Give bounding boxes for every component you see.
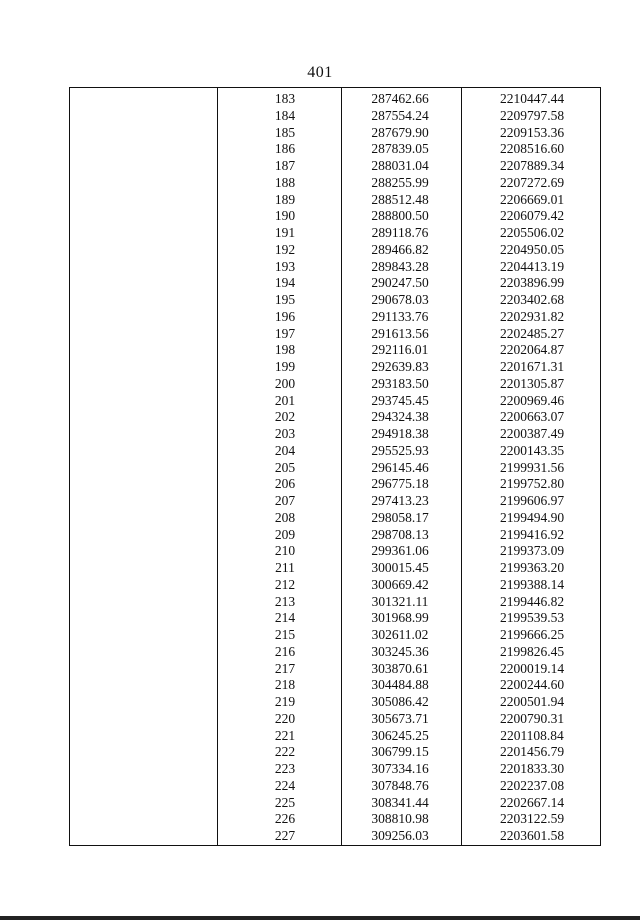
y-coordinate-cell: 2203601.58 [499,828,565,843]
y-coordinate-cell: 2200969.46 [499,392,565,408]
x-coordinate-cell: 294324.38 [371,409,429,425]
x-coordinate-cell: 289118.76 [371,225,429,240]
x-coordinate-cell: 301321.11 [371,593,429,609]
table-row [70,326,600,343]
y-coordinate-cell: 2206669.01 [499,191,565,207]
point-number-cell: 188 [274,174,296,190]
table-row [70,811,600,828]
table-row [70,359,600,376]
y-coordinate-cell: 2203402.68 [499,292,565,307]
y-coordinate-cell: 2199826.45 [499,643,565,659]
scan-edge [0,916,640,920]
point-number-cell: 199 [274,359,296,374]
x-coordinate-cell: 305086.42 [371,694,429,709]
point-number-cell: 209 [274,526,296,542]
y-coordinate-cell: 2199666.25 [499,627,565,642]
y-coordinate-cell: 2203122.59 [499,811,565,827]
point-number-cell: 206 [274,476,296,492]
y-coordinate-cell: 2199606.97 [499,493,565,508]
point-number-cell: 202 [274,409,296,425]
table-row [70,342,600,359]
table-row [70,711,600,728]
y-coordinate-cell: 2202931.82 [499,308,565,324]
point-number-cell: 215 [274,627,296,642]
table-row [70,376,600,393]
table-row [70,426,600,443]
table-row [70,661,600,678]
y-coordinate-cell: 2199931.56 [499,459,565,475]
y-coordinate-cell: 2201671.31 [499,359,565,374]
x-coordinate-cell: 287554.24 [371,107,429,123]
point-number-cell: 193 [274,258,296,274]
x-coordinate-cell: 295525.93 [371,442,429,458]
x-coordinate-cell: 290678.03 [371,292,429,307]
table-row [70,828,600,845]
point-number-cell: 196 [274,308,296,324]
point-number-cell: 203 [274,426,296,441]
y-coordinate-cell: 2200143.35 [499,442,565,458]
table-row [70,543,600,560]
x-coordinate-cell: 304484.88 [371,677,429,693]
y-coordinate-cell: 2200244.60 [499,677,565,693]
table-row [70,728,600,745]
y-coordinate-cell: 2201833.30 [499,761,565,776]
table-row [70,275,600,292]
table-row [70,158,600,175]
x-coordinate-cell: 309256.03 [371,828,429,843]
table-row [70,594,600,611]
table-row [70,443,600,460]
x-coordinate-cell: 288255.99 [371,174,429,190]
y-coordinate-cell: 2199388.14 [499,576,565,592]
table-row [70,292,600,309]
table-row [70,744,600,761]
point-number-cell: 216 [274,643,296,659]
table-row [70,91,600,108]
table-row [70,460,600,477]
point-number-cell: 187 [274,158,296,173]
x-coordinate-cell: 298708.13 [371,526,429,542]
table-row [70,242,600,259]
table-row [70,761,600,778]
table-row [70,208,600,225]
table-row [70,476,600,493]
point-number-cell: 201 [274,392,296,408]
point-number-cell: 207 [274,493,296,508]
point-number-cell: 189 [274,191,296,207]
y-coordinate-cell: 2207889.34 [499,158,565,173]
table-row [70,108,600,125]
y-coordinate-cell: 2206079.42 [499,208,565,224]
y-coordinate-cell: 2201108.84 [500,727,564,743]
table-row [70,259,600,276]
point-number-cell: 213 [274,593,296,609]
x-coordinate-cell: 296775.18 [371,476,429,492]
y-coordinate-cell: 2200790.31 [499,710,565,726]
point-number-cell: 219 [274,694,296,709]
y-coordinate-cell: 2199539.53 [499,610,565,626]
x-coordinate-cell: 307848.76 [371,777,429,793]
y-coordinate-cell: 2199373.09 [499,543,565,559]
x-coordinate-cell: 294918.38 [371,426,429,441]
table-row [70,577,600,594]
y-coordinate-cell: 2200387.49 [499,426,565,441]
table-body [70,91,600,845]
point-number-cell: 186 [274,141,296,157]
table-row [70,393,600,410]
point-number-cell: 184 [274,107,296,123]
point-number-cell: 190 [274,208,296,224]
point-number-cell: 208 [274,509,296,525]
x-coordinate-cell: 287462.66 [371,91,429,106]
point-number-cell: 197 [274,325,296,341]
y-coordinate-cell: 2199446.82 [499,593,565,609]
x-coordinate-cell: 306245.25 [371,727,429,743]
x-coordinate-cell: 300669.42 [371,576,429,592]
point-number-cell: 194 [274,275,296,291]
y-coordinate-cell: 2209153.36 [499,124,565,140]
x-coordinate-cell: 293745.45 [371,392,429,408]
point-number-cell: 205 [274,459,296,475]
point-number-cell: 227 [274,828,296,843]
table-row [70,309,600,326]
y-coordinate-cell: 2199416.92 [499,526,565,542]
x-coordinate-cell: 299361.06 [371,543,429,559]
point-number-cell: 225 [274,794,296,810]
point-number-cell: 210 [274,543,296,559]
y-coordinate-cell: 2210447.44 [499,91,565,106]
y-coordinate-cell: 2202064.87 [499,342,565,358]
y-coordinate-cell: 2200019.14 [499,660,565,676]
y-coordinate-cell: 2202485.27 [499,325,565,341]
y-coordinate-cell: 2204413.19 [499,258,565,274]
x-coordinate-cell: 298058.17 [371,509,429,525]
y-coordinate-cell: 2207272.69 [499,174,565,190]
y-coordinate-cell: 2201305.87 [499,375,565,391]
table-row [70,141,600,158]
x-coordinate-cell: 292116.01 [371,342,429,358]
x-coordinate-cell: 303870.61 [371,660,429,676]
point-number-cell: 185 [274,124,296,140]
y-coordinate-cell: 2202667.14 [499,794,565,810]
y-coordinate-cell: 2205506.02 [499,225,565,240]
table-row [70,560,600,577]
point-number-cell: 211 [275,560,295,575]
point-number-cell: 212 [274,576,296,592]
table-row [70,694,600,711]
point-number-cell: 224 [274,777,296,793]
table-row [70,125,600,142]
y-coordinate-cell: 2204950.05 [499,241,565,257]
x-coordinate-cell: 288800.50 [371,208,429,224]
table-row [70,192,600,209]
point-number-cell: 217 [274,660,296,676]
y-coordinate-cell: 2202237.08 [499,777,565,793]
x-coordinate-cell: 303245.36 [371,643,429,659]
table-row [70,778,600,795]
x-coordinate-cell: 288512.48 [371,191,429,207]
point-number-cell: 198 [274,342,296,358]
table-row [70,225,600,242]
table-row [70,510,600,527]
x-coordinate-cell: 287839.05 [371,141,429,157]
y-coordinate-cell: 2199494.90 [499,509,565,525]
y-coordinate-cell: 2208516.60 [499,141,565,157]
x-coordinate-cell: 300015.45 [371,560,429,575]
table-row [70,493,600,510]
point-number-cell: 183 [274,91,296,106]
y-coordinate-cell: 2199363.20 [499,560,565,575]
x-coordinate-cell: 307334.16 [371,761,429,776]
x-coordinate-cell: 292639.83 [371,359,429,374]
point-number-cell: 223 [274,761,296,776]
point-number-cell: 192 [274,241,296,257]
table-row [70,677,600,694]
x-coordinate-cell: 308810.98 [371,811,429,827]
table-row [70,795,600,812]
point-number-cell: 214 [274,610,296,626]
x-coordinate-cell: 291613.56 [371,325,429,341]
point-number-cell: 218 [274,677,296,693]
point-number-cell: 204 [274,442,296,458]
x-coordinate-cell: 288031.04 [371,158,429,173]
x-coordinate-cell: 289466.82 [371,241,429,257]
x-coordinate-cell: 296145.46 [371,459,429,475]
x-coordinate-cell: 297413.23 [371,493,429,508]
y-coordinate-cell: 2200663.07 [499,409,565,425]
point-number-cell: 195 [274,292,296,307]
page-number: 401 [307,64,333,81]
table-row [70,409,600,426]
x-coordinate-cell: 291133.76 [371,308,429,324]
point-number-cell: 220 [274,710,296,726]
point-number-cell: 226 [274,811,296,827]
y-coordinate-cell: 2209797.58 [499,107,565,123]
x-coordinate-cell: 305673.71 [371,710,429,726]
point-number-cell: 191 [274,225,296,240]
x-coordinate-cell: 301968.99 [371,610,429,626]
point-number-cell: 222 [274,744,296,760]
table-row [70,627,600,644]
coordinate-table [69,87,601,846]
x-coordinate-cell: 306799.15 [371,744,429,760]
y-coordinate-cell: 2200501.94 [499,694,565,709]
point-number-cell: 221 [274,727,296,743]
table-row [70,527,600,544]
table-row [70,175,600,192]
x-coordinate-cell: 289843.28 [371,258,429,274]
point-number-cell: 200 [274,375,296,391]
x-coordinate-cell: 302611.02 [371,627,429,642]
table-row [70,610,600,627]
x-coordinate-cell: 308341.44 [371,794,429,810]
y-coordinate-cell: 2199752.80 [499,476,565,492]
x-coordinate-cell: 293183.50 [371,375,429,391]
y-coordinate-cell: 2201456.79 [499,744,565,760]
table-row [70,644,600,661]
x-coordinate-cell: 290247.50 [371,275,429,291]
x-coordinate-cell: 287679.90 [371,124,429,140]
y-coordinate-cell: 2203896.99 [499,275,565,291]
